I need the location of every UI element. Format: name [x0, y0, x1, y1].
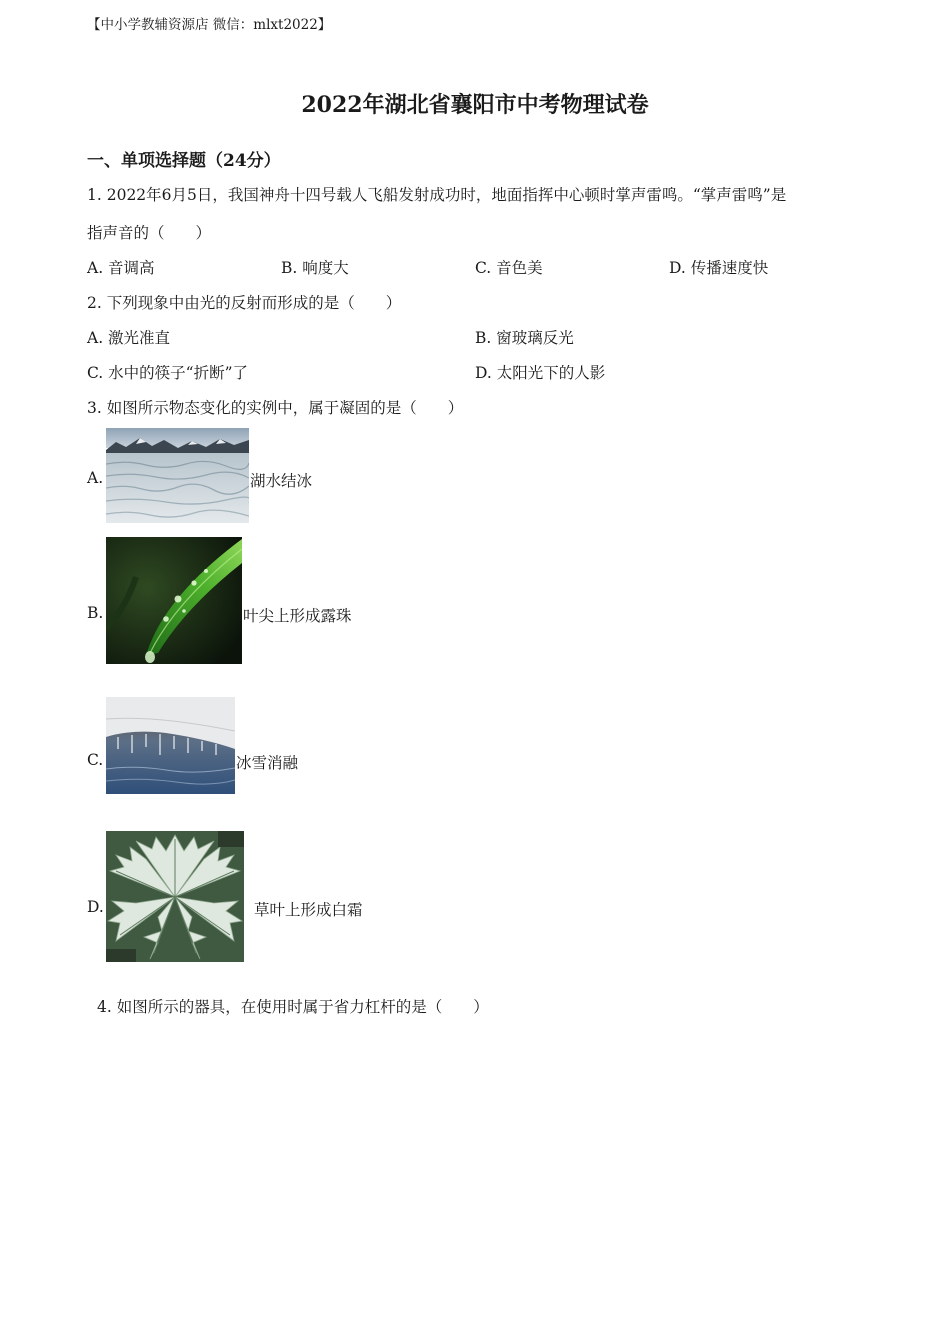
question-3-stem: 3. 如图所示物态变化的实例中，属于凝固的是（ ）	[87, 399, 464, 417]
question-2-stem: 2. 下列现象中由光的反射而形成的是（ ）	[87, 294, 402, 312]
q1-option-a: A. 音调高	[87, 259, 155, 277]
exam-title: 2022年湖北省襄阳市中考物理试卷	[301, 92, 649, 118]
q3-option-a-caption: 湖水结冰	[250, 472, 313, 490]
q3-option-d-label: D.	[87, 898, 104, 916]
q3-option-c-label: C.	[87, 751, 104, 769]
question-4-stem: 4. 如图所示的器具，在使用时属于省力杠杆的是（ ）	[97, 998, 489, 1016]
question-1-stem-line1: 1. 2022年6月5日，我国神舟十四号载人飞船发射成功时，地面指挥中心顿时掌声雷鸣。“掌声雷鸣”是	[87, 186, 787, 204]
melting-snow-image	[106, 697, 235, 794]
question-1-stem-line2: 指声音的（ ）	[87, 224, 212, 242]
frozen-lake-image	[106, 428, 249, 523]
q3-option-d-caption: 草叶上形成白霜	[254, 901, 363, 919]
q3-option-b-label: B.	[87, 604, 104, 622]
q2-option-a: A. 激光准直	[87, 329, 171, 347]
frost-leaf-image	[106, 831, 244, 962]
q3-option-a-label: A.	[87, 469, 104, 487]
q1-option-c: C. 音色美	[475, 259, 543, 277]
q2-option-d: D. 太阳光下的人影	[475, 364, 606, 382]
dew-leaf-image	[106, 537, 242, 664]
source-watermark: 【中小学教辅资源店 微信：mlxt2022】	[87, 17, 332, 33]
q3-option-c-caption: 冰雪消融	[236, 754, 299, 772]
q1-option-d: D. 传播速度快	[669, 259, 769, 277]
q2-option-c: C. 水中的筷子“折断”了	[87, 364, 249, 382]
q2-option-b: B. 窗玻璃反光	[475, 329, 574, 347]
section-heading: 一、单项选择题（24分）	[87, 151, 281, 171]
q1-option-b: B. 响度大	[281, 259, 349, 277]
q3-option-b-caption: 叶尖上形成露珠	[243, 607, 352, 625]
